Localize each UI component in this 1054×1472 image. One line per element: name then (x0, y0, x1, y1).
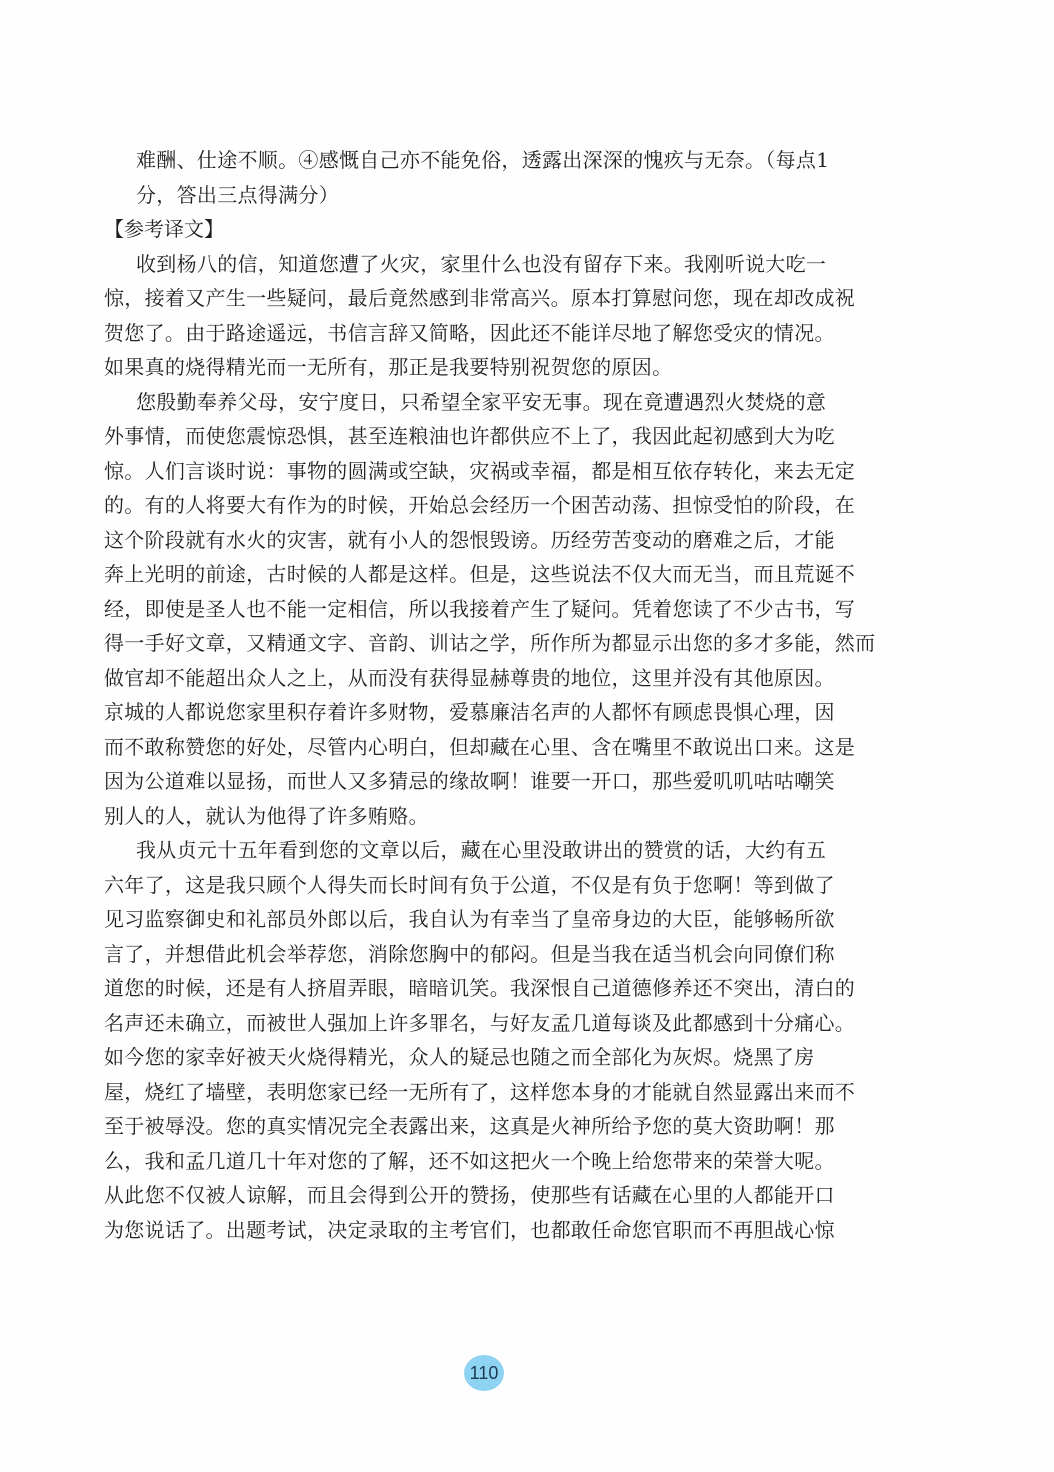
text-line: 得一手好文章，又精通文字、音韵、训诂之学，所作所为都显示出您的多才多能，然而 (104, 631, 876, 655)
text-line: 这个阶段就有水火的灾害，就有小人的怨恨毁谤。历经劳苦变动的磨难之后，才能 (104, 527, 835, 552)
text-line: 屋，烧红了墙壁，表明您家已经一无所有了，这样您本身的才能就自然显露出来而不 (104, 1079, 856, 1104)
text-line: 见习监察御史和礼部员外郎以后，我自认为有幸当了皇帝身边的大臣，能够畅所欲 (104, 907, 835, 931)
text-line: 惊。人们言谈时说：事物的圆满或空缺，灾祸或幸福，都是相互依存转化，来去无定 (104, 458, 856, 483)
translation-paragraph-1 (104, 247, 864, 385)
text-line: 言了，并想借此机会举荐您，消除您胸中的郁闷。但是当我在适当机会向同僚们称 (104, 941, 835, 966)
translation-paragraph-2 (104, 385, 876, 834)
page-content (104, 143, 876, 1247)
text-line: 如果真的烧得精光而一无所有，那正是我要特别祝贺您的原因。 (104, 355, 673, 379)
text-line: 么，我和孟几道几十年对您的了解，还不如这把火一个晚上给您带来的荣誉大呢。 (104, 1148, 835, 1173)
text-line: 的。有的人将要大有作为的时候，开始总会经历一个困苦动荡、担惊受怕的阶段，在 (104, 493, 856, 517)
section-title: 【参考译文】 (104, 217, 224, 241)
text-line: 分，答出三点得满分） (136, 182, 339, 207)
text-line: 收到杨八的信，知道您遭了火灾，家里什么也没有留存下来。我刚听说大吃一 (136, 251, 827, 276)
text-line: 奔上光明的前途，古时候的人都是这样。但是，这些说法不仅大而无当，而且荒诞不 (104, 562, 856, 586)
translation-paragraph-3 (104, 833, 864, 1247)
text-line: 至于被辱没。您的真实情况完全表露出来，这真是火神所给予您的莫大资助啊！那 (104, 1114, 835, 1138)
text-line: 道您的时候，还是有人挤眉弄眼，暗暗讥笑。我深恨自己道德修养还不突出，清白的 (104, 976, 856, 1000)
answer-continuation (104, 143, 864, 212)
text-line: 您殷勤奉养父母，安宁度日，只希望全家平安无事。现在竟遭遇烈火焚烧的意 (136, 389, 827, 414)
text-line: 从此您不仅被人谅解，而且会得到公开的赞扬，使那些有话藏在心里的人都能开口 (104, 1183, 835, 1207)
text-line: 六年了，这是我只顾个人得失而长时间有负于公道，不仅是有负于您啊！等到做了 (104, 872, 835, 897)
page-number-badge: 110 (464, 1355, 504, 1391)
text-line: 别人的人，就认为他得了许多贿赂。 (104, 803, 429, 828)
text-line: 我从贞元十五年看到您的文章以后，藏在心里没敢讲出的赞赏的话，大约有五 (136, 838, 827, 862)
text-line: 难酬、仕途不顺。④感慨自己亦不能免俗，透露出深深的愧疚与无奈。（每点1 (136, 148, 830, 172)
text-line: 因为公道难以显扬，而世人又多猜忌的缘故啊！谁要一开口，那些爱叽叽咕咕嘲笑 (104, 769, 835, 793)
text-line: 惊，接着又产生一些疑问，最后竟然感到非常高兴。原本打算慰问您，现在却改成祝 (104, 286, 856, 310)
text-line: 做官却不能超出众人之上，从而没有获得显赫尊贵的地位，这里并没有其他原因。 (104, 665, 835, 690)
text-line: 而不敢称赞您的好处，尽管内心明白，但却藏在心里、含在嘴里不敢说出口来。这是 (104, 734, 856, 759)
text-line: 经，即使是圣人也不能一定相信，所以我接着产生了疑问。凭着您读了不少古书，写 (104, 596, 856, 621)
text-line: 名声还未确立，而被世人强加上许多罪名，与好友孟几道每谈及此都感到十分痛心。 (104, 1010, 856, 1035)
text-line: 为您说话了。出题考试，决定录取的主考官们，也都敢任命您官职而不再胆战心惊 (104, 1217, 835, 1242)
text-line: 外事情，而使您震惊恐惧，甚至连粮油也许都供应不上了，我因此起初感到大为吃 (104, 424, 835, 448)
text-line: 如今您的家幸好被天火烧得精光，众人的疑忌也随之而全部化为灰烬。烧黑了房 (104, 1045, 815, 1069)
text-line: 贺您了。由于路途遥远，书信言辞又简略，因此还不能详尽地了解您受灾的情况。 (104, 320, 835, 345)
text-line: 京城的人都说您家里积存着许多财物，爱慕廉洁名声的人都怀有顾虑畏惧心理，因 (104, 700, 835, 724)
